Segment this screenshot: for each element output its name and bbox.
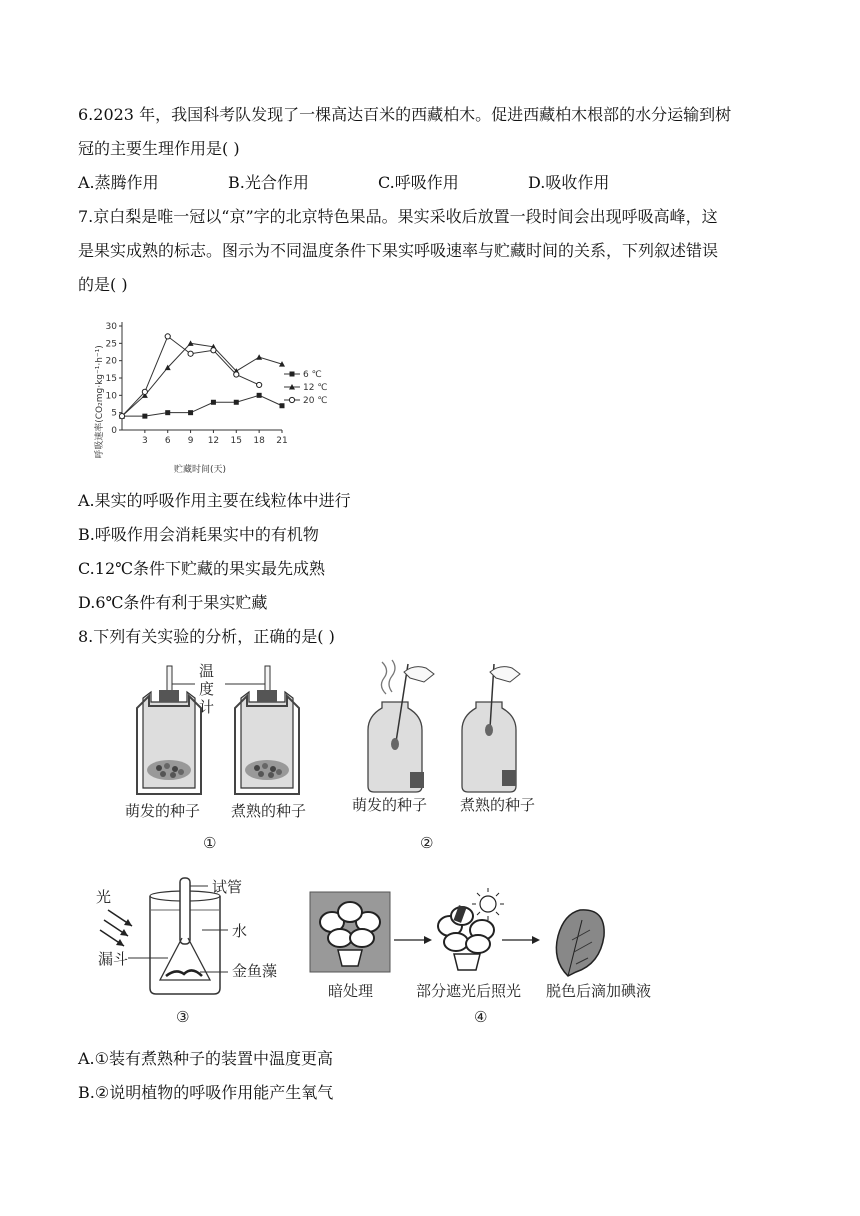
light-treatment-plant — [438, 888, 504, 970]
chart-x-tick-label: 9 — [187, 436, 194, 446]
chart-point — [165, 410, 170, 415]
fig1-left-caption: 萌发的种子 — [125, 802, 201, 820]
fig2-left-caption: 萌发的种子 — [352, 796, 428, 814]
iodine-stained-leaf — [556, 910, 604, 976]
q7-stem-line2: 是果实成熟的标志。图示为不同温度条件下果实呼吸速率与贮藏时间的关系，下列叙述错误 — [78, 241, 719, 260]
chart-point — [257, 393, 262, 398]
chart-point — [211, 400, 216, 405]
chart-x-tick-label: 3 — [141, 436, 148, 446]
thermometer-label-char-1: 温 — [199, 662, 215, 680]
test-tube-label: 试管 — [212, 878, 243, 896]
chart-point — [289, 397, 294, 402]
q8-option-b: B.②说明植物的呼吸作用能产生氧气 — [78, 1083, 334, 1102]
chart-point — [280, 403, 285, 408]
q6-option-c: C.呼吸作用 — [378, 173, 459, 192]
chart-point — [290, 372, 295, 377]
chart-point — [142, 414, 147, 419]
q7-option-c: C.12℃条件下贮藏的果实最先成熟 — [78, 559, 326, 578]
chart-x-tick-label: 18 — [253, 436, 265, 446]
fig1-right-caption: 煮熟的种子 — [231, 802, 307, 820]
chart-legend-label: 20 ℃ — [303, 396, 328, 406]
chart-y-axis-label: 呼吸速率(CO₂mg·kg⁻¹·h⁻¹) — [95, 345, 105, 459]
q7-stem-line3: 的是( ) — [78, 275, 128, 294]
funnel-label: 漏斗 — [98, 950, 129, 968]
chart-x-tick-label: 12 — [207, 436, 220, 446]
chart-point — [142, 389, 147, 394]
chart-legend-label: 12 ℃ — [303, 383, 328, 393]
dark-treatment-caption: 暗处理 — [328, 982, 374, 1000]
q6-option-a: A.蒸腾作用 — [78, 173, 159, 192]
fig2-right-caption: 煮熟的种子 — [460, 796, 536, 814]
chart-point — [234, 372, 239, 377]
respiration-rate-chart — [88, 312, 338, 478]
thermometer-label-char-2: 度 — [199, 680, 215, 698]
bottle-right — [462, 664, 520, 792]
decolor-iodine-caption: 脱色后滴加碘液 — [546, 982, 652, 1000]
figure-1-thermos-experiment — [115, 658, 345, 858]
chart-point — [257, 382, 262, 387]
chart-y-tick-label: 10 — [105, 391, 117, 402]
chart-y-tick-label: 25 — [105, 339, 117, 350]
chart-series-line-1 — [122, 395, 282, 416]
q6-option-b: B.光合作用 — [228, 173, 309, 192]
bottle-left — [368, 660, 434, 792]
chart-point — [234, 400, 239, 405]
chart-x-tick-label: 15 — [230, 436, 243, 446]
fig4-number: ④ — [474, 1008, 488, 1026]
partial-shading-caption: 部分遮光后照光 — [416, 982, 522, 1000]
chart-y-tick-label: 0 — [111, 426, 117, 436]
q8-stem: 8.下列有关实验的分析，正确的是( ) — [78, 627, 335, 646]
chart-point — [165, 334, 170, 339]
q6-stem-line1: 6.2023 年，我国科考队发现了一棵高达百米的西藏柏木。促进西藏柏木根部的水分运输到树 — [78, 105, 732, 124]
thermos-left — [137, 666, 201, 794]
chart-x-tick-label: 6 — [164, 436, 171, 446]
chart-point — [188, 351, 193, 356]
chart-point — [188, 340, 194, 346]
q7-option-d: D.6℃条件有利于果实贮藏 — [78, 593, 268, 612]
q7-option-a: A.果实的呼吸作用主要在线粒体中进行 — [78, 491, 351, 510]
q7-stem-line1: 7.京白梨是唯一冠以“京”字的北京特色果品。果实采收后放置一段时间会出现呼吸高峰，这 — [78, 207, 718, 226]
chart-x-axis-label: 贮藏时间(天) — [173, 465, 227, 475]
chart-point — [256, 354, 262, 360]
fig2-number: ② — [420, 834, 434, 852]
q6-option-d: D.吸收作用 — [528, 173, 610, 192]
chart-point — [188, 410, 193, 415]
chart-y-tick-label: 20 — [105, 356, 117, 367]
fig3-number: ③ — [176, 1008, 190, 1026]
chart-legend-label: 6 ℃ — [303, 370, 322, 380]
q8-option-a: A.①装有煮熟种子的装置中温度更高 — [78, 1049, 333, 1068]
chart-y-tick-label: 15 — [105, 374, 117, 384]
light-label: 光 — [96, 888, 112, 906]
chart-y-tick-label: 30 — [105, 322, 117, 332]
fig1-number: ① — [203, 834, 217, 852]
chart-y-tick-label: 5 — [111, 408, 117, 419]
q6-stem-line2: 冠的主要生理作用是( ) — [78, 139, 240, 158]
figure-3-photosynthesis-oxygen — [88, 872, 298, 1032]
chart-series-line-2 — [122, 343, 282, 416]
thermos-right — [235, 666, 299, 794]
figure-4-starch-experiment — [306, 880, 676, 1030]
hornwort-label: 金鱼藻 — [232, 962, 278, 980]
chart-point — [211, 348, 216, 353]
thermometer-label-char-3: 计 — [199, 698, 215, 716]
q7-option-b: B.呼吸作用会消耗果实中的有机物 — [78, 525, 319, 544]
figure-2-candle-experiment — [348, 658, 548, 858]
chart-x-tick-label: 21 — [276, 436, 288, 446]
dark-treatment-box — [310, 892, 390, 972]
chart-point — [119, 414, 124, 419]
water-label: 水 — [232, 922, 248, 940]
